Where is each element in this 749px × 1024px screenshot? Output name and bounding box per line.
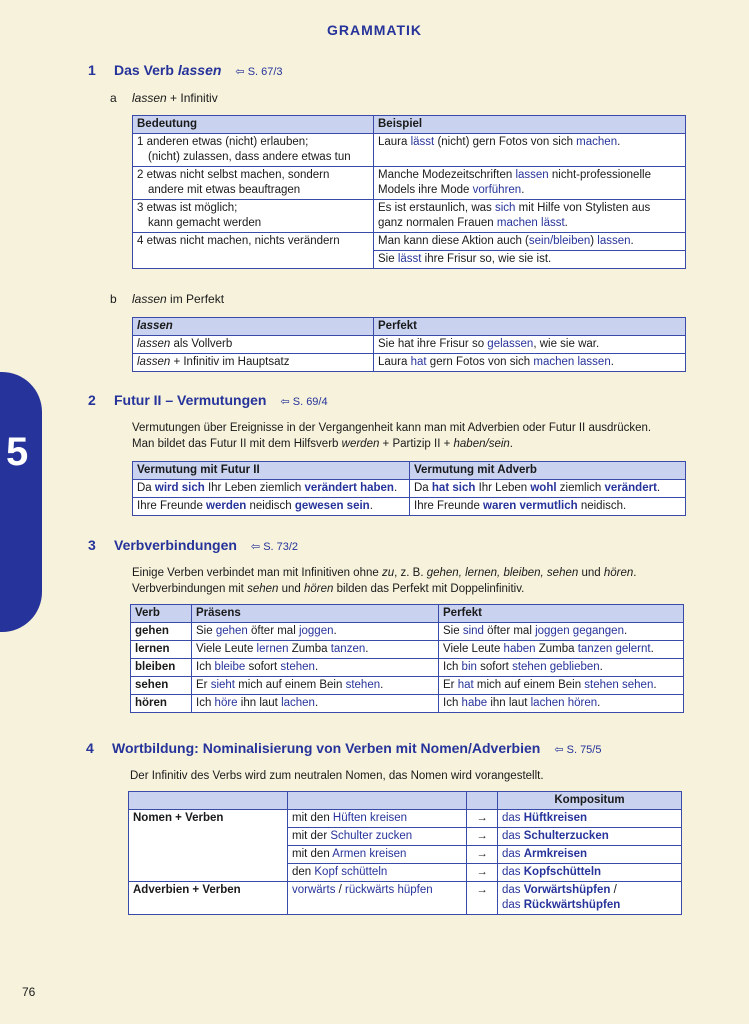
page-header: GRAMMATIK (326, 22, 423, 38)
table-row: Nomen + Verben mit den Hüften kreisen → das Hüftkreisen (129, 810, 682, 828)
chapter-number: 5 (6, 430, 29, 474)
page-reference[interactable]: ⇦ S. 67/3 (235, 66, 283, 78)
table-header-row: Kompositum (129, 792, 682, 810)
table-row: Adverbien + Verben vorwärts / rückwärts hüpfen → das Vorwärtshüpfen / das Rückwärtshüpfen (129, 882, 682, 915)
table-row: Sie lässt ihre Frisur so, wie sie ist. (133, 251, 686, 269)
page-reference[interactable]: ⇦ S. 69/4 (280, 396, 328, 408)
arrow-icon: → (467, 882, 498, 915)
chapter-tab (0, 372, 42, 632)
table-row: bleiben Ich bleibe sofort stehen. Ich bin sofort stehen geblieben. (131, 659, 684, 677)
table-header-row: lassen Perfekt (133, 318, 686, 336)
arrow-icon: → (467, 828, 498, 846)
table-row: gehen Sie gehen öfter mal joggen. Sie sind öfter mal joggen gegangen. (131, 623, 684, 641)
row-label: Adverbien + Verben (129, 882, 288, 915)
table-row: lernen Viele Leute lernen Zumba tanzen. Viele Leute haben Zumba tanzen gelernt. (131, 641, 684, 659)
page-reference[interactable]: ⇦ S. 75/5 (554, 744, 602, 756)
arrow-icon: → (467, 864, 498, 882)
arrow-icon: → (467, 810, 498, 828)
futur-ii-table (132, 461, 686, 516)
table-row: den Kopf schütteln → das Kopfschütteln (129, 864, 682, 882)
page-number: 76 (22, 985, 36, 999)
section-3-text: Einige Verben verbindet man mit Infinitiven ohne zu, z. B. gehen, lernen, bleiben, sehen und hören. Verbverbindungen mit sehen und hören bilden das Perfekt mit Doppelinfinitiv. (132, 567, 637, 595)
table-row: sehen Er sieht mich auf einem Bein stehen. Er hat mich auf einem Bein stehen sehen. (131, 677, 684, 695)
table-row: Da wird sich Ihr Leben ziemlich verändert haben. Da hat sich Ihr Leben wohl ziemlich verändert. (133, 480, 686, 498)
table-row: 2 etwas nicht selbst machen, sondern andere mit etwas beauftragen Manche Modezeitschriften lassen nicht-professionelle Models ihre Mode vorführen. (133, 167, 686, 200)
table-header-row: Vermutung mit Futur II Vermutung mit Adverb (133, 462, 686, 480)
table-row: hören Ich höre ihn laut lachen. Ich habe ihn laut lachen hören. (131, 695, 684, 713)
section-2-text: Vermutungen über Ereignisse in der Vergangenheit kann man mit Adverbien oder Futur II ausdrücken. Man bildet das Futur II mit dem Hilfsverb werden + Partizip II + haben/sein. (132, 422, 652, 450)
table-row: lassen als Vollverb Sie hat ihre Frisur so gelassen, wie sie war. (133, 336, 686, 354)
table-header-row: Bedeutung Beispiel (133, 116, 686, 134)
table-row: 3 etwas ist möglich; kann gemacht werden Es ist erstaunlich, was sich mit Hilfe von Stylisten aus ganz normalen Frauen machen lässt. (133, 200, 686, 233)
lassen-perfekt-table (132, 317, 686, 372)
table-row: 4 etwas nicht machen, nichts verändern Man kann diese Aktion auch (sein/bleiben) lassen. (133, 233, 686, 251)
page-reference[interactable]: ⇦ S. 73/2 (250, 541, 299, 553)
section-4-text: Der Infinitiv des Verbs wird zum neutralen Nomen, das Nomen wird vorangestellt. (130, 770, 544, 782)
subsection-a: a lassen + Infinitiv (110, 91, 218, 105)
subsection-b: b lassen im Perfekt (110, 292, 225, 306)
table-row: mit der Schulter zucken → das Schulterzucken (129, 828, 682, 846)
verbverbindungen-table (130, 604, 684, 713)
wortbildung-table (128, 791, 682, 915)
lassen-infinitiv-table (132, 115, 686, 269)
table-row: lassen + Infinitiv im Hauptsatz Laura hat gern Fotos von sich machen lassen. (133, 354, 686, 372)
table-row: Ihre Freunde werden neidisch gewesen sein. Ihre Freunde waren vermutlich neidisch. (133, 498, 686, 516)
section-3-title: 3 Verbverbindungen ⇦ S. 73/2 (88, 537, 299, 553)
section-4-title: 4 Wortbildung: Nominalisierung von Verben mit Nomen/Adverbien ⇦ S. 75/5 (86, 740, 602, 756)
table-row: mit den Armen kreisen → das Armkreisen (129, 846, 682, 864)
table-header-row: Verb Präsens Perfekt (131, 605, 684, 623)
section-2-title: 2 Futur II – Vermutungen ⇦ S. 69/4 (88, 392, 328, 408)
table-row: 1 anderen etwas (nicht) erlauben; (nicht) zulassen, dass andere etwas tun Laura lässt (nicht) gern Fotos von sich machen. (133, 134, 686, 167)
section-1-title: 1 Das Verb lassen ⇦ S. 67/3 (88, 62, 283, 78)
arrow-icon: → (467, 846, 498, 864)
row-label: Nomen + Verben (129, 810, 288, 882)
